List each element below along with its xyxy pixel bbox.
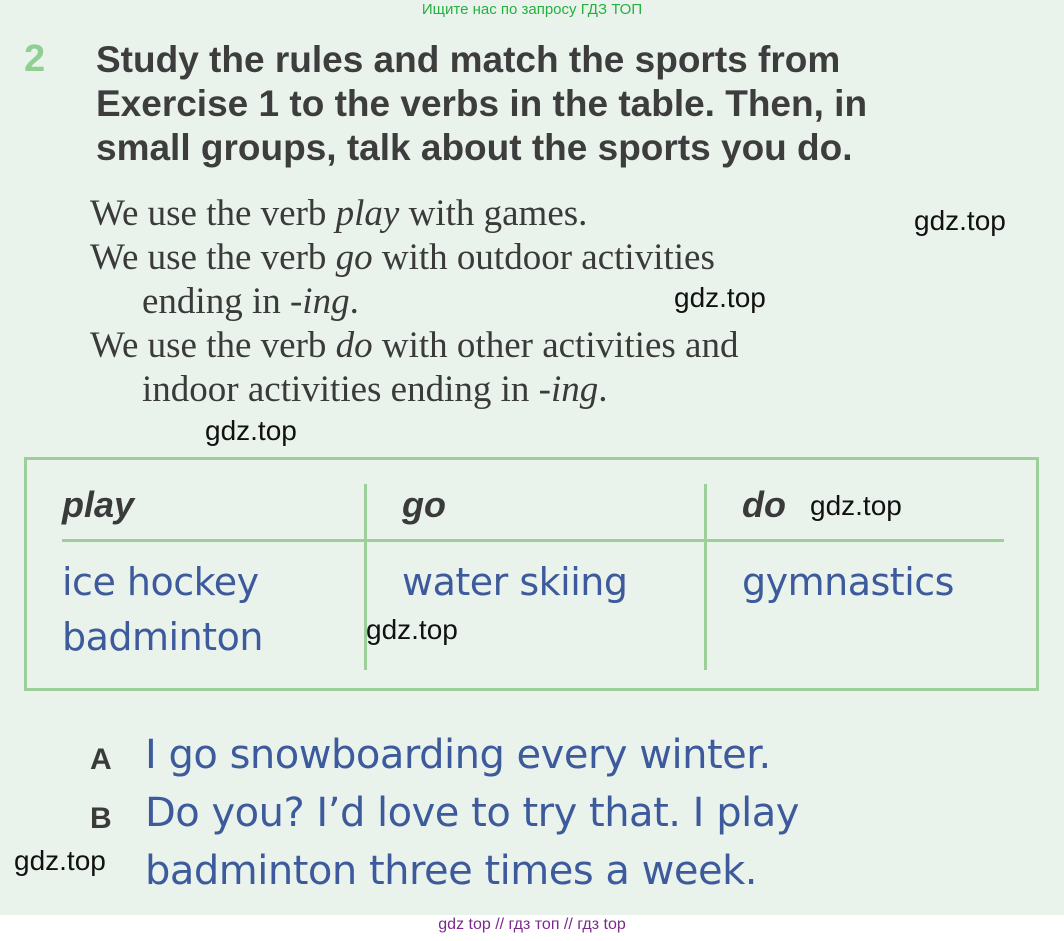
watermark: gdz.top: [14, 845, 106, 876]
rule-do: We use the verb do with other activities and: [90, 325, 739, 366]
watermark: gdz.top: [914, 205, 1006, 236]
exercise-number: 2: [24, 38, 46, 80]
instruction-line: Exercise 1 to the verbs in the table. Then, in: [96, 83, 868, 124]
watermark: gdz.top: [674, 282, 766, 313]
dialogue-line: Do you? I’d love to try that. I play: [145, 790, 799, 836]
watermark: gdz.top: [366, 614, 458, 645]
instruction-line: small groups, talk about the sports you do.: [96, 127, 853, 168]
rule-play: We use the verb play with games.: [90, 193, 588, 234]
table-header-go: go: [402, 484, 446, 525]
dialogue-line: badminton three times a week.: [145, 848, 757, 894]
speaker-a: A: [90, 743, 112, 776]
table-cell-go: water skiing: [402, 560, 628, 604]
table-header-play: play: [62, 484, 135, 525]
rule-go: We use the verb go with outdoor activities: [90, 237, 715, 278]
top-banner: Ищите нас по запросу ГДЗ ТОП: [421, 1, 643, 18]
table-cell-play: badminton: [62, 615, 263, 659]
table-divider: [62, 539, 1004, 542]
column-divider: [704, 484, 707, 670]
rule-go-continued: ending in -ing.: [142, 281, 359, 322]
watermark: gdz.top: [810, 490, 902, 521]
instruction-line: Study the rules and match the sports from: [96, 39, 841, 80]
table-cell-do: gymnastics: [742, 560, 954, 604]
rule-do-continued: indoor activities ending in -ing.: [142, 369, 608, 410]
speaker-b: B: [90, 802, 112, 835]
watermark: gdz.top: [205, 415, 297, 446]
rules-box: [90, 192, 990, 412]
table-header-do: do: [742, 484, 786, 525]
exercise-instruction: [96, 38, 996, 170]
table-cell-play: ice hockey: [62, 560, 259, 604]
footer-watermark: gdz top // гдз топ // гдз top: [438, 916, 626, 933]
dialogue-line: I go snowboarding every winter.: [145, 732, 771, 778]
